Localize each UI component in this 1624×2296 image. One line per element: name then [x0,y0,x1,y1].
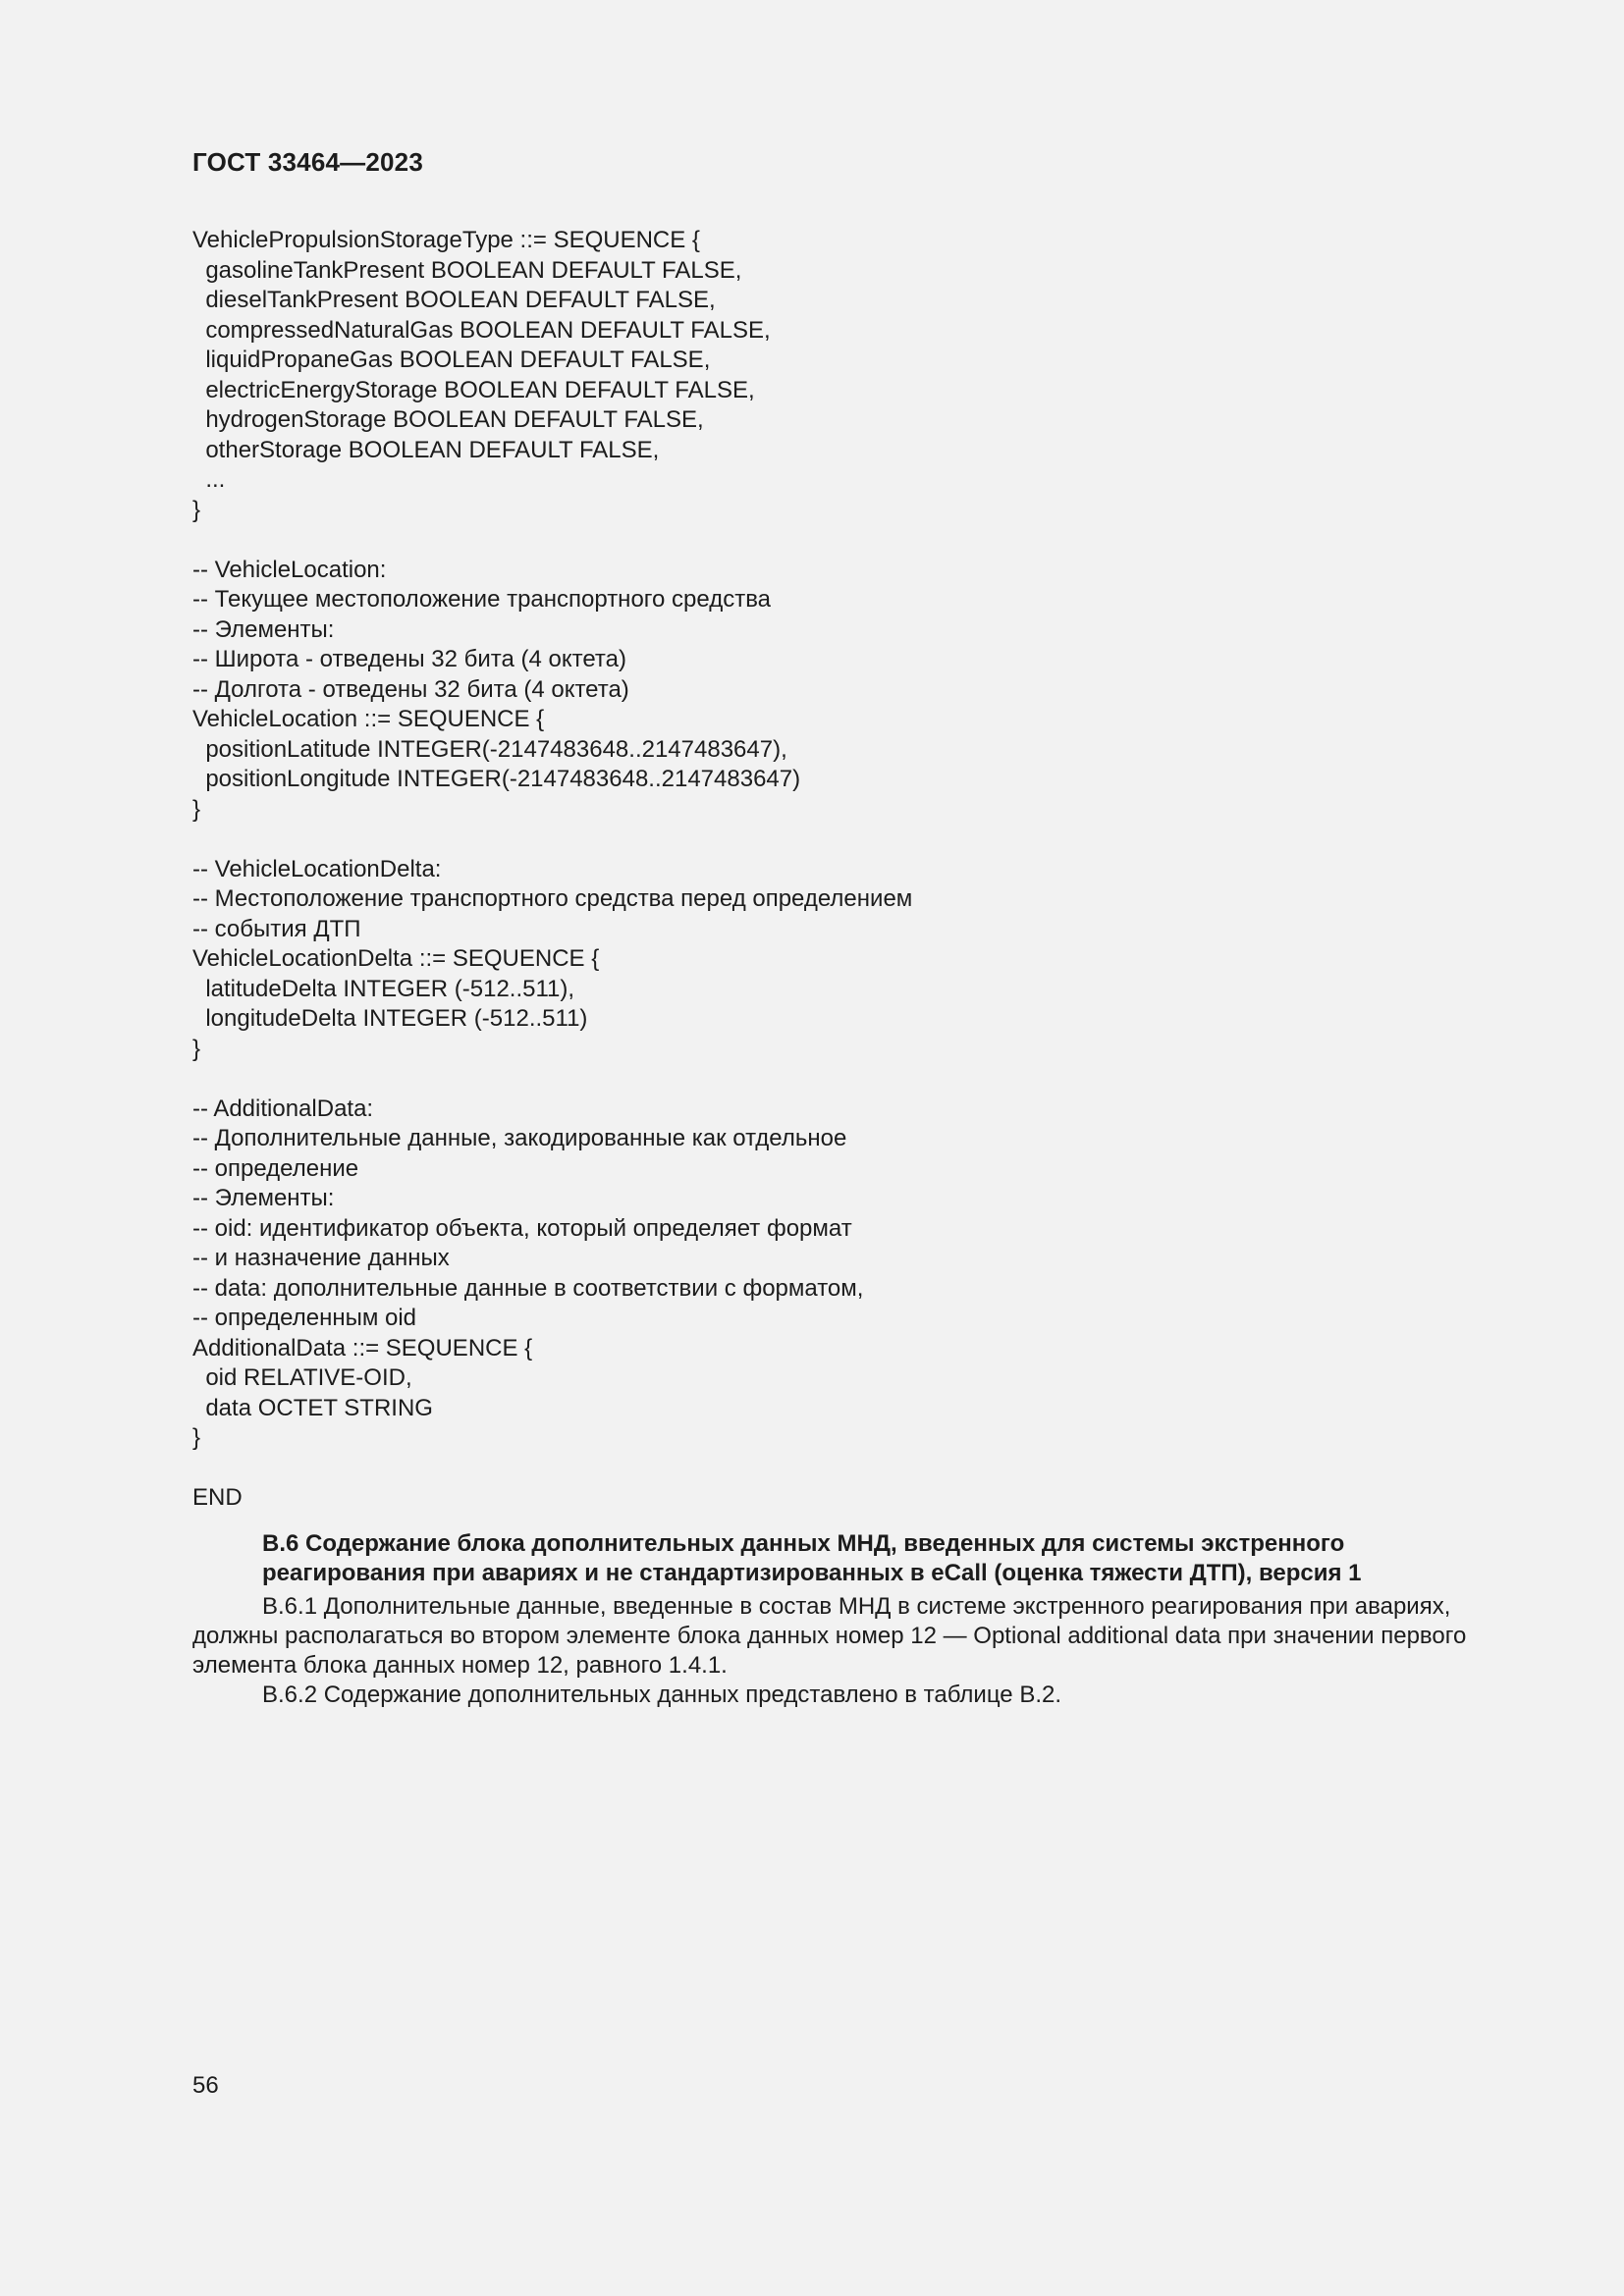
code-line: compressedNaturalGas BOOLEAN DEFAULT FALSE, [192,316,771,344]
code-blank-line [192,825,1469,855]
code-line: otherStorage BOOLEAN DEFAULT FALSE, [192,436,660,463]
paragraph-line: В.6.1 Дополнительные данные, введенные в состав МНД в системе экстренного реагирования при авариях, [262,1593,1451,1620]
code-line: data OCTET STRING [192,1394,433,1421]
code-blank-line [192,1454,1469,1484]
code-line: hydrogenStorage BOOLEAN DEFAULT FALSE, [192,406,704,433]
code-line: } [192,795,201,823]
page-number: 56 [192,2072,219,2099]
code-line: -- определение [192,1154,359,1182]
code-line: oid RELATIVE-OID, [192,1364,412,1391]
code-line: liquidPropaneGas BOOLEAN DEFAULT FALSE, [192,347,711,373]
code-line: -- события ДТП [192,915,361,942]
code-line: -- определенным oid [192,1305,417,1331]
code-line: -- oid: идентификатор объекта, который определяет формат [192,1214,852,1242]
section-heading-line: В.6 Содержание блока дополнительных данных МНД, введенных для системы экстренного [262,1530,1345,1557]
code-line: positionLongitude INTEGER(-2147483648..2147483647) [192,766,801,792]
code-line: positionLatitude INTEGER(-2147483648..2147483647), [192,735,787,763]
code-line: -- Элементы: [192,1185,335,1211]
code-line: VehiclePropulsionStorageType ::= SEQUENCE { [192,227,700,253]
code-line: } [192,1424,201,1451]
code-blank-line [192,1064,1469,1095]
paragraph-line: элемента блока данных номер 12, равного 1.4.1. [192,1652,728,1679]
code-line: AdditionalData ::= SEQUENCE { [192,1334,533,1362]
code-line: END [192,1484,243,1511]
code-line: -- Элементы: [192,615,335,643]
code-line: -- Местоположение транспортного средства перед определением [192,885,913,912]
paragraph-b6-2: В.6.2 Содержание дополнительных данных представлено в таблице В.2. [262,1682,1062,1708]
paragraph-b6-1 [192,1592,1508,1681]
code-line: -- Широта - отведены 32 бита (4 октета) [192,646,626,672]
code-line: -- data: дополнительные данные в соответствии с форматом, [192,1274,864,1302]
code-line: -- Дополнительные данные, закодированные как отдельное [192,1125,847,1151]
code-line: -- Текущее местоположение транспортного средства [192,586,772,613]
code-line: -- VehicleLocationDelta: [192,855,442,882]
code-line: VehicleLocation ::= SEQUENCE { [192,706,545,732]
code-line: } [192,1035,201,1062]
code-blank-line [192,525,1469,556]
code-line: -- Долгота - отведены 32 бита (4 октета) [192,675,629,703]
code-line: } [192,496,201,523]
code-line: ... [192,466,226,493]
code-line: latitudeDelta INTEGER (-512..511), [192,975,575,1002]
asn1-code-block [192,226,1469,1514]
code-line: dieselTankPresent BOOLEAN DEFAULT FALSE, [192,287,716,313]
paragraph-line: должны располагаться во втором элементе блока данных номер 12 — Optional additional data при значении первого [192,1623,1467,1649]
section-b6 [192,1529,1508,1710]
document-title: ГОСТ 33464—2023 [192,147,423,177]
code-line: electricEnergyStorage BOOLEAN DEFAULT FALSE, [192,376,755,403]
code-line: -- AdditionalData: [192,1095,374,1122]
code-line: VehicleLocationDelta ::= SEQUENCE { [192,945,600,972]
section-heading [192,1529,1508,1588]
code-line: longitudeDelta INTEGER (-512..511) [192,1005,588,1032]
code-line: gasolineTankPresent BOOLEAN DEFAULT FALSE, [192,256,742,284]
section-heading-line: реагирования при авариях и не стандартизированных в eCall (оценка тяжести ДТП), версия 1 [262,1560,1362,1586]
code-line: -- и назначение данных [192,1245,450,1271]
code-line: -- VehicleLocation: [192,556,387,583]
